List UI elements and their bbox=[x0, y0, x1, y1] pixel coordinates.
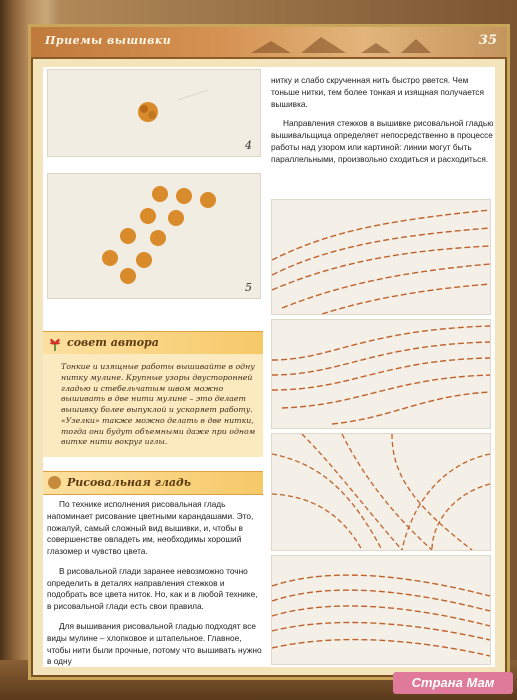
stitch-sample-4 bbox=[271, 555, 491, 665]
circle-bullet-icon bbox=[48, 476, 61, 489]
stitch-lines-illustration bbox=[272, 320, 490, 428]
section-heading-bar bbox=[43, 471, 263, 495]
stitch-sample-3 bbox=[271, 433, 491, 551]
tip-heading: совет автора bbox=[67, 336, 159, 349]
tip-text: Тонкие и изящные работы вышивайте в одну нитку мулине. Крупные узоры двусторонней гладью и стебельчатым швом можно вышивать в две нити мулине – это делает вышивку более выпуклой и ускоряет работу. «Узелки» также можно делать в две нитки, тогда они будут объемными даже при одном витке нити вокруг иглы. bbox=[61, 362, 256, 447]
tip-heading-bar bbox=[43, 331, 263, 355]
flower-icon bbox=[47, 334, 63, 352]
header-title: Приемы вышивки bbox=[45, 34, 172, 47]
header-village-illustration bbox=[251, 31, 431, 53]
knot-stitch-illustration bbox=[48, 70, 260, 156]
page-number: 35 bbox=[478, 33, 497, 48]
photo-knot-single bbox=[47, 69, 261, 157]
stitch-lines-illustration bbox=[272, 200, 490, 314]
knot-cluster-illustration bbox=[48, 174, 260, 298]
right-column-text bbox=[271, 75, 495, 173]
right-paragraph: Направления стежков в вышивке рисовальной гладью вышивальщица определяет непосредственно в процессе работы над узором или картиной: линии могут быть параллельными, произвольно сходиться и расходиться. bbox=[271, 118, 494, 164]
section-heading: Рисовальная гладь bbox=[67, 476, 191, 489]
page-content bbox=[43, 67, 495, 667]
stitch-lines-illustration bbox=[272, 434, 490, 550]
stitch-lines-illustration bbox=[272, 556, 490, 664]
photo-number: 4 bbox=[245, 139, 252, 152]
photo-number: 5 bbox=[245, 281, 252, 294]
right-paragraph: нитку и слабо скрученная нить быстро рвется. Чем тоньше нитки, тем более тонкая и изящная получается вышивка. bbox=[271, 75, 484, 109]
section-paragraph: По технике исполнения рисовальная гладь напоминает рисование цветными карандашами. Это, пожалуй, самый сложный вид вышивки, и, чтобы в совершенстве овладеть им, необходимы хороший глазомер и чувство цвета. bbox=[47, 499, 254, 557]
stitch-sample-1 bbox=[271, 199, 491, 315]
site-watermark: Страна Мам bbox=[393, 672, 513, 694]
section-paragraph: Для вышивания рисовальной гладью подходят все виды мулине – хлопковое и штапельное. Главное, чтобы нити были прочные, потому что вышивать нужно в одну bbox=[47, 621, 262, 667]
photo-knot-cluster bbox=[47, 173, 261, 299]
stitch-sample-2 bbox=[271, 319, 491, 429]
book-page bbox=[28, 24, 510, 680]
page-header bbox=[31, 27, 507, 59]
section-body bbox=[47, 499, 263, 676]
tip-body bbox=[43, 354, 263, 457]
section-paragraph: В рисовальной глади заранее невозможно точно определить в деталях направления стежков и подобрать все цвета ниток. Но, как и в любой технике, в рисовальной глади есть свои правила. bbox=[47, 565, 258, 612]
